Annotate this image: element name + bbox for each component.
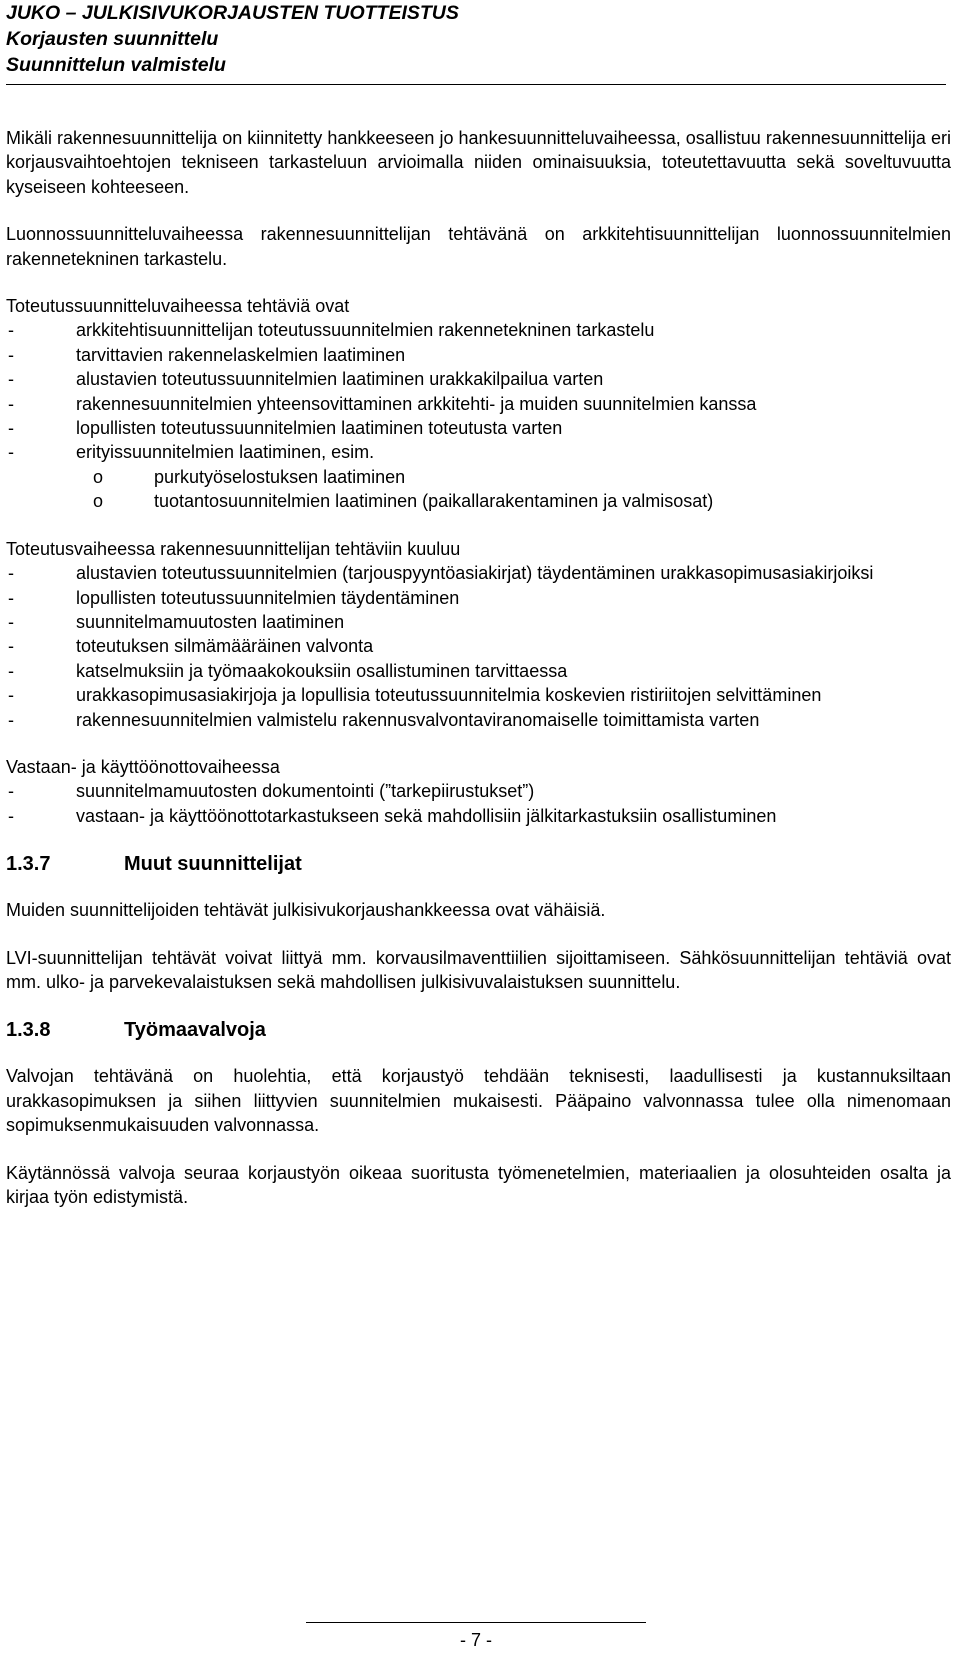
page-footer [6, 1622, 946, 1655]
paragraph-valvoja-2: Käytännössä valvoja seuraa korjaustyön oikeaa suoritusta työmenetelmien, materiaalien ja olosuhteiden osalta ja kirjaa työn edistymistä. [6, 1162, 951, 1207]
paragraph-luonnossuunnittelu: Luonnossuunnitteluvaiheessa rakennesuunnittelijan tehtävänä on arkkitehtisuunnittelijan luonnossuunnitelmien rakennetekninen tarkastelu. [6, 224, 951, 269]
list-item: - urakkasopimusasiakirjoja ja lopullisia toteutussuunnitelmia koskevien ristiriitojen selvittäminen [8, 685, 822, 706]
header-section: Suunnittelun valmistelu [6, 54, 226, 76]
vastaanotto-lead: Vastaan- ja käyttöönottovaiheessa [6, 756, 280, 777]
list-item: - lopullisten toteutussuunnitelmien täydentäminen [8, 587, 460, 608]
header-title: JUKO – JULKISIVUKORJAUSTEN TUOTTEISTUS [6, 2, 459, 24]
toteutus-lead: Toteutusvaiheessa rakennesuunnittelijan tehtäviin kuuluu [6, 538, 461, 559]
heading-title: Työmaavalvoja [124, 1019, 266, 1042]
erityissuunnitelmat-sublist [6, 465, 951, 514]
toteutus-list [6, 561, 951, 732]
paragraph-hankesuunnittelu: Mikäli rakennesuunnittelija on kiinnitetty hankkeeseen jo hankesuunnitteluvaiheessa, osallistuu rakennesuunnittelija eri korjausvaihtoehtojen tekniseen tarkasteluun arvioimalla niiden ominaisuuksia, toteutettavuutta sekä soveltuvuutta kyseiseen kohteeseen. [6, 128, 951, 197]
heading-title: Muut suunnittelijat [124, 853, 302, 876]
list-item: - suunnitelmamuutosten laatiminen [8, 611, 345, 632]
toteutussuunnittelu-lead: Toteutussuunnitteluvaiheessa tehtäviä ovat [6, 296, 350, 317]
vastaanotto-block [6, 755, 951, 828]
document-body [6, 126, 951, 1232]
list-item: - suunnitelmamuutosten dokumentointi (”tarkepiirustukset”) [8, 781, 535, 802]
footer-divider [306, 1622, 646, 1623]
heading-number: 1.3.7 [6, 853, 51, 876]
list-item: - rakennesuunnitelmien yhteensovittaminen arkkitehti- ja muiden suunnitelmien kanssa [8, 393, 757, 414]
heading-muut-suunnittelijat [6, 851, 951, 877]
paragraph-muut-2: LVI-suunnittelijan tehtävät voivat liittyä mm. korvausilmaventtiilien sijoittamiseen. Sähkösuunnittelijan tehtäviä ovat mm. ulko- ja parvekevalaistuksen sekä mahdollisen julkisivuvalaistuksen suunnittelu. [6, 947, 951, 992]
page-number: - 7 - [459, 1630, 492, 1650]
list-item: - arkkitehtisuunnittelijan toteutussuunnitelmien rakennetekninen tarkastelu [8, 320, 655, 341]
paragraph-valvoja-1: Valvojan tehtävänä on huolehtia, että korjaustyö tehdään teknisesti, laadullisesti ja kustannuksiltaan urakkasopimuksen ja siihen liittyvien suunnitelmien mukaisesti. Pääpaino valvonnassa tulee olla nimenomaan sopimuksenmukaisuuden valvonnassa. [6, 1066, 951, 1136]
list-item: - katselmuksiin ja työmaakokouksiin osallistuminen tarvittaessa [8, 660, 568, 681]
sub-list-item: o tuotantosuunnitelmien laatiminen (paikallarakentaminen ja valmisosat) [93, 491, 714, 512]
toteutussuunnittelu-block [6, 294, 951, 514]
list-item: - vastaan- ja käyttöönottotarkastukseen sekä mahdollisiin jälkitarkastuksiin osallistuminen [8, 805, 777, 826]
heading-number: 1.3.8 [6, 1019, 51, 1042]
list-item: - erityissuunnitelmien laatiminen, esim. [8, 442, 375, 463]
vastaanotto-list [6, 779, 951, 828]
list-item: - tarvittavien rakennelaskelmien laatiminen [8, 344, 406, 365]
header-subtitle: Korjausten suunnittelu [6, 28, 219, 50]
page-header [6, 0, 946, 85]
toteutus-block [6, 537, 951, 732]
list-item: - lopullisten toteutussuunnitelmien laatiminen toteutusta varten [8, 418, 563, 439]
list-item: - toteutuksen silmämääräinen valvonta [8, 636, 374, 657]
paragraph-muut-1: Muiden suunnittelijoiden tehtävät julkisivukorjaushankkeessa ovat vähäisiä. [6, 900, 606, 921]
list-item: - alustavien toteutussuunnitelmien laatiminen urakkakilpailua varten [8, 369, 604, 390]
heading-tyomaavalvoja [6, 1017, 951, 1043]
list-item: - alustavien toteutussuunnitelmien (tarjouspyyntöasiakirjat) täydentäminen urakkasopimusasiakirjoiksi [8, 563, 874, 584]
toteutussuunnittelu-list [6, 318, 951, 464]
list-item: - rakennesuunnitelmien valmistelu rakennusvalvontaviranomaiselle toimittamista varten [8, 709, 760, 730]
sub-list-item: o purkutyöselostuksen laatiminen [93, 466, 406, 487]
